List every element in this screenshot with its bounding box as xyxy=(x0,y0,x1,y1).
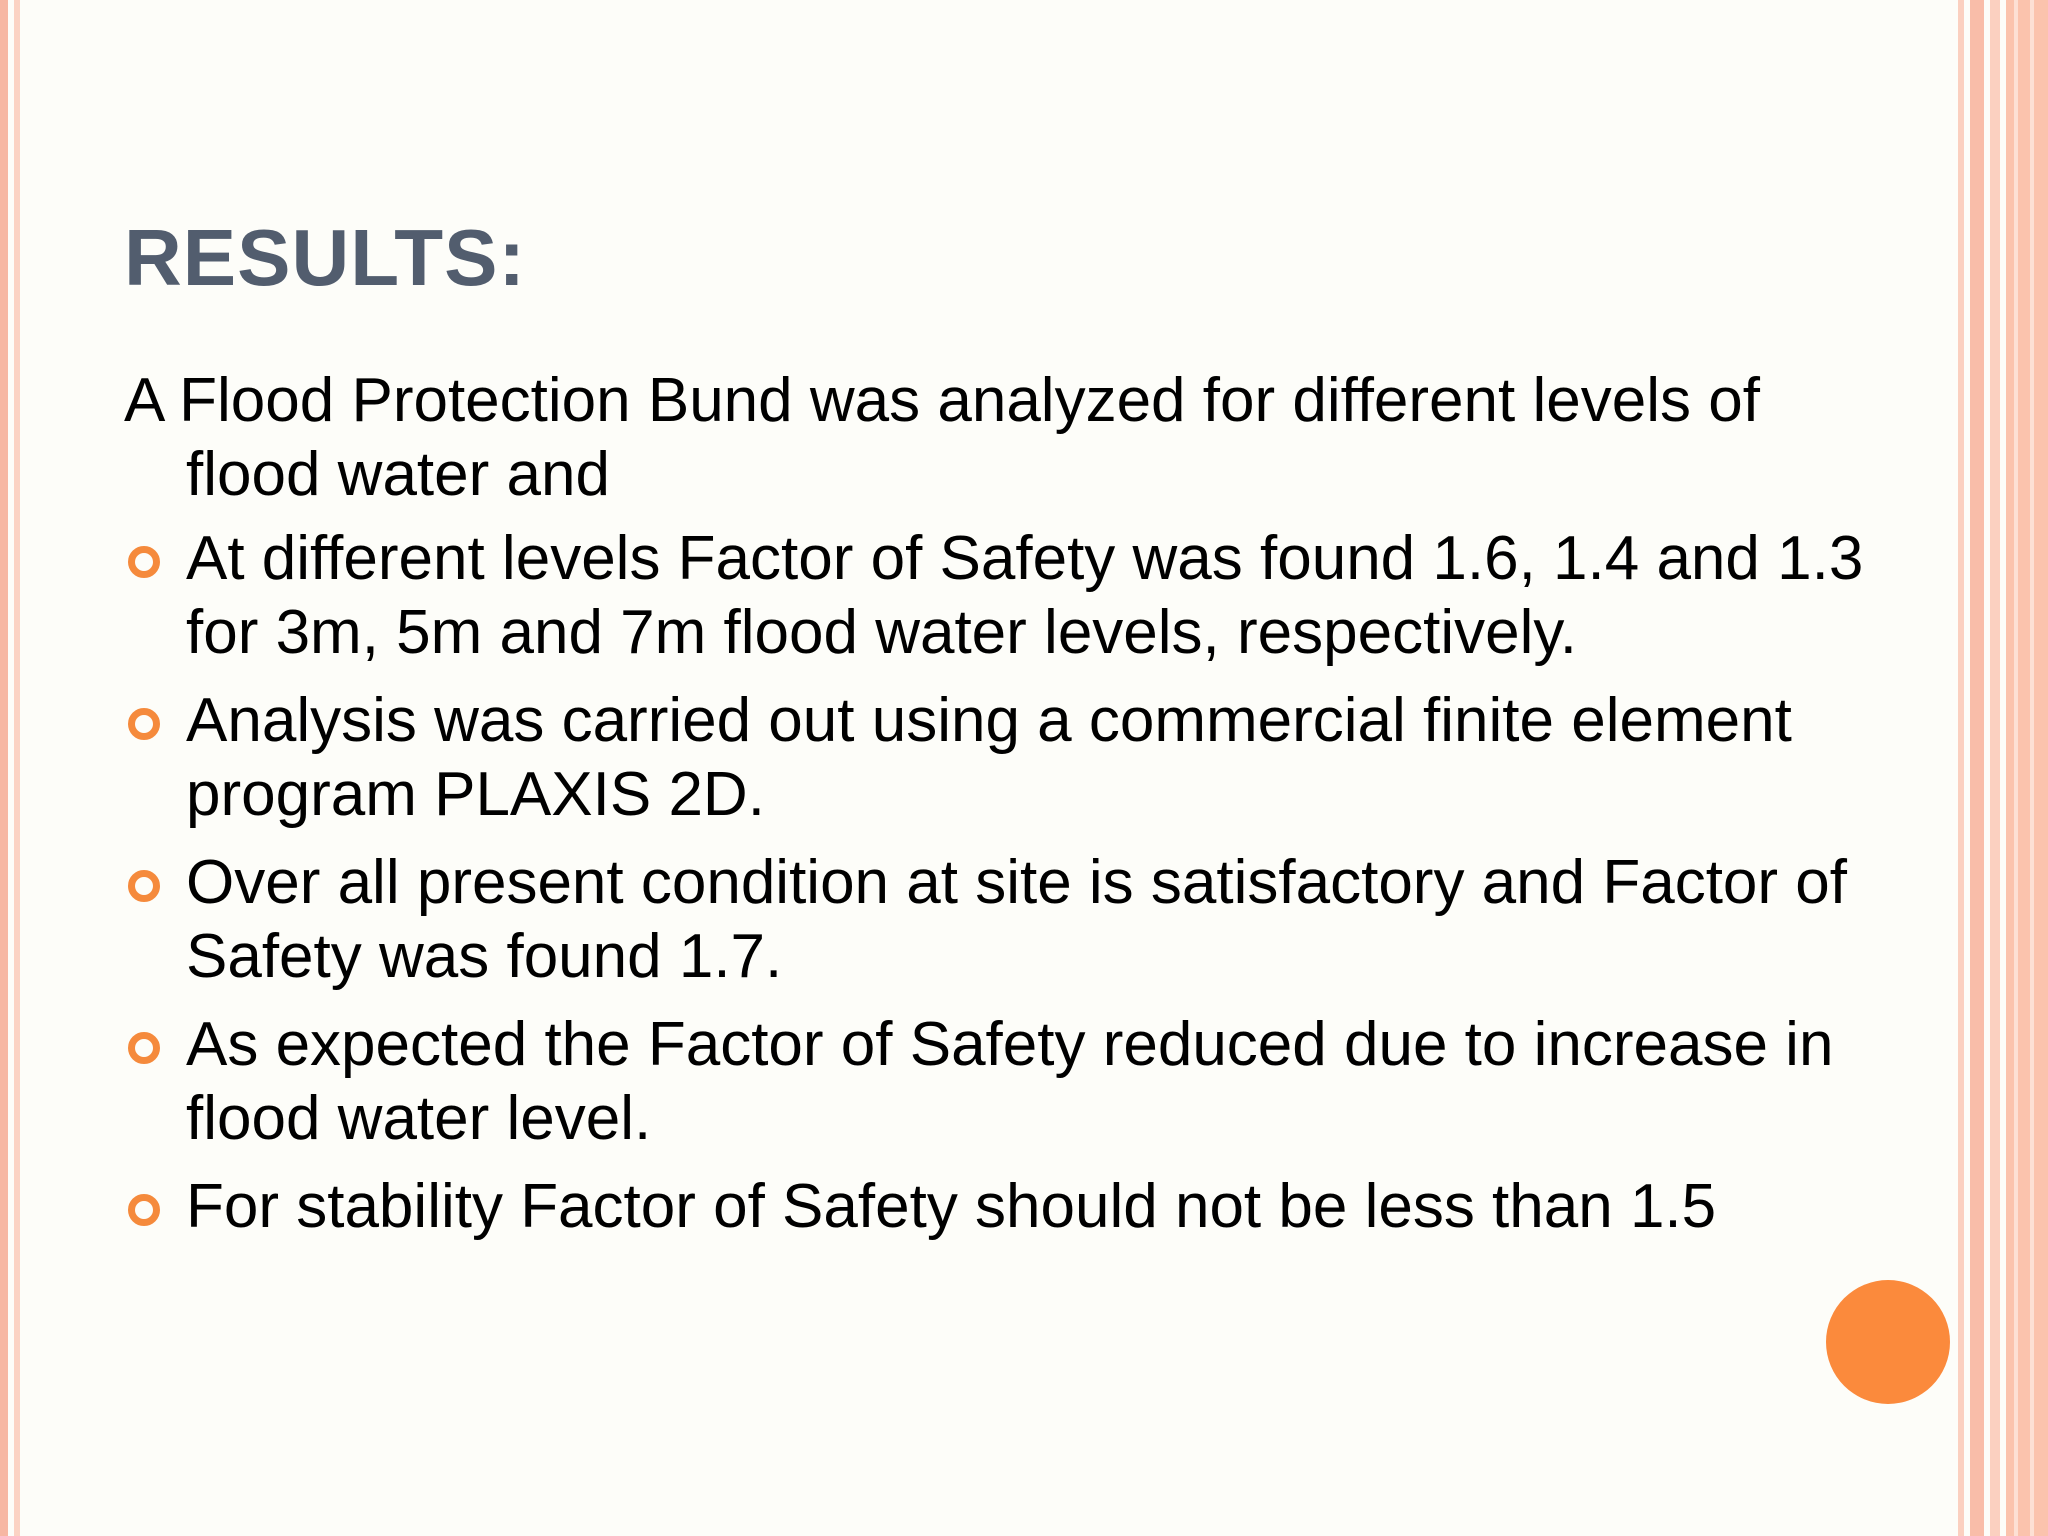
right-border-stripe-2 xyxy=(1970,0,1984,1536)
hollow-circle-bullet-icon xyxy=(128,870,160,902)
bullet-text-1: At different levels Factor of Safety was found 1.6, 1.4 and 1.3 for 3m, 5m and 7m flood water levels, respectively. xyxy=(186,524,1864,667)
bullet-item-1 xyxy=(124,522,1884,670)
bullet-text-5: For stability Factor of Safety should not be less than 1.5 xyxy=(186,1172,1717,1241)
slide-title: RESULTS: xyxy=(124,213,527,302)
bullet-text-3: Over all present condition at site is satisfactory and Factor of Safety was found 1.7. xyxy=(186,848,1847,991)
hollow-circle-bullet-icon xyxy=(128,546,160,578)
left-border-stripe xyxy=(0,0,8,1536)
bullet-text-4: As expected the Factor of Safety reduced due to increase in flood water level. xyxy=(186,1010,1834,1153)
intro-paragraph: A Flood Protection Bund was analyzed for different levels of flood water and xyxy=(124,366,1760,509)
hollow-circle-bullet-icon xyxy=(128,1194,160,1226)
left-border-stripe-inner xyxy=(14,0,20,1536)
slide-content xyxy=(124,364,1884,1258)
bullet-item-4 xyxy=(124,1008,1884,1156)
bullet-item-5 xyxy=(124,1170,1884,1244)
bullet-item-2 xyxy=(124,684,1884,832)
right-border-stripe-5 xyxy=(2014,0,2018,1536)
right-border-stripe-1 xyxy=(1958,0,1964,1536)
right-border-stripe-6 xyxy=(2030,0,2034,1536)
hollow-circle-bullet-icon xyxy=(128,1032,160,1064)
bullet-text-2: Analysis was carried out using a commercial finite element program PLAXIS 2D. xyxy=(186,686,1792,829)
right-border-stripe-3 xyxy=(1990,0,2000,1536)
right-border-stripe-4 xyxy=(2006,0,2048,1536)
hollow-circle-bullet-icon xyxy=(128,708,160,740)
bullet-item-3 xyxy=(124,846,1884,994)
orange-circle-decoration xyxy=(1826,1280,1950,1404)
